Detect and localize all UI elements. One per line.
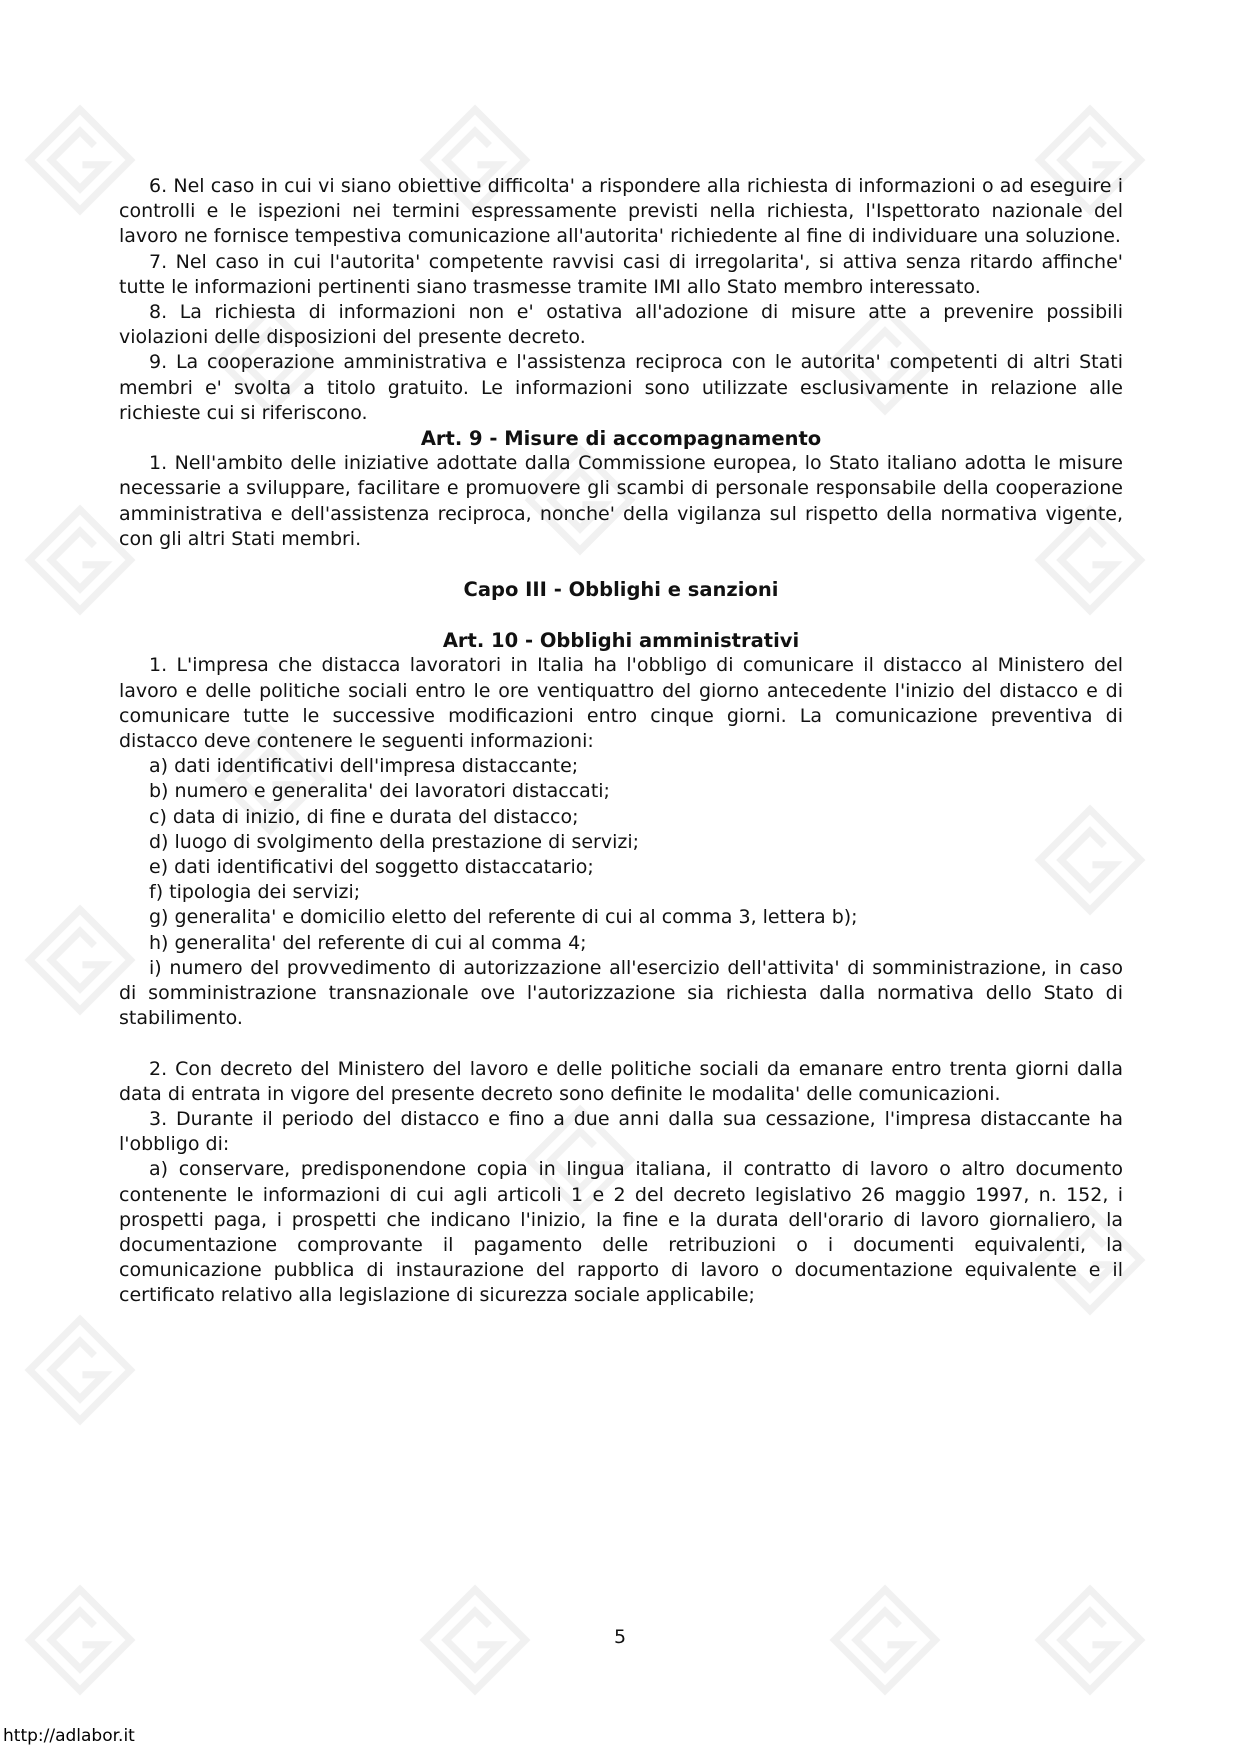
article-10-paragraph-3: 3. Durante il periodo del distacco e fino a due anni dalla sua cessazione, l'impresa distaccante ha l'obbligo di: (119, 1107, 1123, 1156)
list-item: i) numero del provvedimento di autorizzazione all'esercizio dell'attivita' di somministrazione, in caso di somministrazione transnazionale ove l'autorizzazione sia richiesta dalla normativa dello Stato di stabilimento. (119, 956, 1123, 1030)
list-item: c) data di inizio, di fine e durata del distacco; (149, 805, 579, 828)
paragraph-6: 6. Nel caso in cui vi siano obiettive difficolta' a rispondere alla richiesta di informazioni o ad eseguire i controlli e le ispezioni nei termini espressamente previsti nella richiesta, l'Ispettorato nazionale del lavoro ne fornisce tempestiva comunicazione all'autorita' richiedente al fine di individuare una soluzione. (119, 175, 1123, 248)
list-item: d) luogo di svolgimento della prestazione di servizi; (149, 830, 640, 853)
list-item: a) dati identificativi dell'impresa distaccante; (149, 755, 579, 778)
list-item: e) dati identificativi del soggetto distaccatario; (149, 856, 594, 879)
footer-url[interactable]: http://adlabor.it (3, 1726, 135, 1746)
list-item: h) generalita' del referente di cui al comma 4; (149, 931, 587, 954)
list-item: b) numero e generalita' dei lavoratori distaccati; (149, 780, 610, 803)
paragraph-7: 7. Nel caso in cui l'autorita' competente ravvisi casi di irregolarita', si attiva senza ritardo affinche' tutte le informazioni pertinenti siano trasmesse tramite IMI allo Stato membro interessato. (119, 250, 1123, 298)
list-item: f) tipologia dei servizi; (149, 881, 361, 904)
information-list (119, 754, 1123, 1031)
chapter-title: Capo III - Obblighi e sanzioni (463, 578, 779, 602)
article-10 (119, 628, 1123, 1031)
watermark-logo-icon (20, 1310, 140, 1430)
article-10-paragraph-3a: a) conservare, predisponendone copia in lingua italiana, il contratto di lavoro o altro documento contenente le informazioni di cui agli articoli 1 e 2 del decreto legislativo 26 maggio 1997, n. 152, i prospetti paga, i prospetti che indicano l'inizio, la fine e la durata dell'orario di lavoro giornaliero, la documentazione comprovante il pagamento delle retribuzioni o i documenti equivalenti, la comunicazione pubblica di instaurazione del rapporto di lavoro o documentazione equivalente e il certificato relativo alla legislazione di sicurezza sociale applicabile; (119, 1158, 1123, 1307)
paragraph-8: 8. La richiesta di informazioni non e' ostativa all'adozione di misure atte a prevenire possibili violazioni delle disposizioni del presente decreto. (119, 301, 1123, 349)
list-item: g) generalita' e domicilio eletto del referente di cui al comma 3, lettera b); (149, 906, 858, 929)
page-number: 5 (613, 1626, 627, 1648)
article-10-paragraph-2: 2. Con decreto del Ministero del lavoro e delle politiche sociali da emanare entro trenta giorni dalla data di entrata in vigore del presente decreto sono definite le modalita' delle comunicazioni. (119, 1057, 1123, 1105)
article-9 (119, 426, 1123, 552)
article-9-title: Art. 9 - Misure di accompagnamento (420, 427, 822, 451)
document-body (119, 174, 1123, 1309)
article-9-text: 1. Nell'ambito delle iniziative adottate dalla Commissione europea, lo Stato italiano adotta le misure necessarie a sviluppare, facilitare e promuovere gli scambi di personale responsabile della cooperazione amministrativa e dell'assistenza reciproca, nonche' della vigilanza sul rispetto della normativa vigente, con gli altri Stati membri. (119, 452, 1123, 550)
article-10-paragraph-1: 1. L'impresa che distacca lavoratori in Italia ha l'obbligo di comunicare il distacco al Ministero del lavoro e delle politiche sociali entro le ore ventiquattro del giorno antecedente l'inizio del distacco e di comunicare tutte le successive modificazioni entro cinque giorni. La comunicazione preventiva di distacco deve contenere le seguenti informazioni: (119, 654, 1123, 753)
paragraph-9: 9. La cooperazione amministrativa e l'assistenza reciproca con le autorita' competenti di altri Stati membri e' svolta a titolo gratuito. Le informazioni sono utilizzate esclusivamente in relazione alle richieste cui si riferiscono. (119, 351, 1123, 424)
article-10-title: Art. 10 - Obblighi amministrativi (442, 629, 800, 653)
